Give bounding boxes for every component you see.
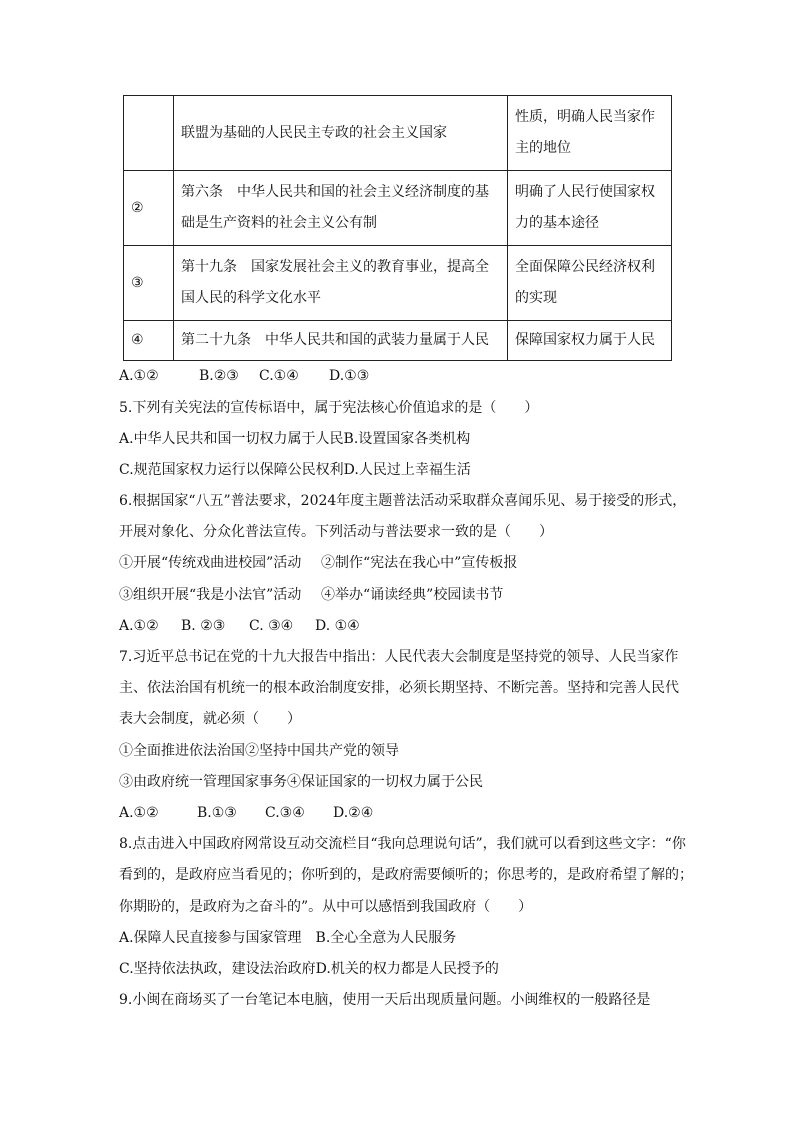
option-b: B.①③ xyxy=(197,805,237,821)
q5-options-ab: A.中华人民共和国一切权力属于人民B.设置国家各类机构 xyxy=(119,431,471,447)
article-text: 联盟为基础的人民民主专政的社会主义国家 xyxy=(174,96,508,171)
q5-options-cd: C.规范国家权力运行以保障公民权利D.人民过上幸福生活 xyxy=(119,462,471,478)
option-a: A.①② xyxy=(119,368,159,384)
q4-options xyxy=(119,366,369,386)
row-number xyxy=(124,96,174,171)
q6-items-34 xyxy=(119,585,503,605)
q9-stem-line1: 9.小闽在商场买了一台笔记本电脑，使用一天后出现质量问题。小闽维权的一般路径是 xyxy=(119,992,651,1008)
table-row xyxy=(124,96,672,171)
option-c: C. ③④ xyxy=(249,618,294,634)
q7-items-34: ③由政府统一管理国家事务④保证国家的一切权力属于公民 xyxy=(119,774,483,790)
option-d: D.①③ xyxy=(329,368,370,384)
option-c: C.①④ xyxy=(259,368,299,384)
option-d: D. ①④ xyxy=(315,618,360,634)
q8-stem-line1: 8.点击进入中国政府网常设互动交流栏目“我向总理说句话”，我们就可以看到这些文字：“你 xyxy=(119,836,686,852)
q6-options xyxy=(119,616,360,636)
constitution-articles-table xyxy=(123,95,672,361)
article-text: 第二十九条 中华人民共和国的武装力量属于人民 xyxy=(174,321,508,361)
row-number: ② xyxy=(124,171,174,246)
table-row xyxy=(124,246,672,321)
q7-stem-line3: 表大会制度，就必须（ ） xyxy=(119,711,301,727)
q8-stem-line2: 看到的，是政府应当看见的；你听到的，是政府需要倾听的；你思考的，是政府希望了解的； xyxy=(119,867,693,883)
q6-item-3: ③组织开展“我是小法官”活动 xyxy=(119,587,302,603)
q6-item-2: ②制作“宪法在我心中”宣传板报 xyxy=(321,555,518,571)
q7-stem-line2: 主、依法治国有机统一的根本政治制度安排，必须长期坚持、不断完善。坚持和完善人民代 xyxy=(119,680,679,696)
q6-item-1: ①开展“传统戏曲进校园”活动 xyxy=(119,555,302,571)
article-text: 第十九条 国家发展社会主义的教育事业，提高全国人民的科学文化水平 xyxy=(174,246,508,321)
row-number: ④ xyxy=(124,321,174,361)
q6-items-12 xyxy=(119,553,517,573)
table-row xyxy=(124,321,672,361)
article-meaning: 性质，明确人民当家作主的地位 xyxy=(508,96,672,171)
option-d: D.②④ xyxy=(333,805,374,821)
q8-options-ab: A.保障人民直接参与国家管理 B.全心全意为人民服务 xyxy=(119,930,457,946)
option-a: A.①② xyxy=(119,805,159,821)
q6-item-4: ④举办“诵读经典”校园读书节 xyxy=(321,587,504,603)
row-number: ③ xyxy=(124,246,174,321)
article-meaning: 保障国家权力属于人民 xyxy=(508,321,672,361)
table-row xyxy=(124,171,672,246)
option-b: B.②③ xyxy=(199,368,239,384)
option-c: C.③④ xyxy=(265,805,305,821)
q7-stem-line1: 7.习近平总书记在党的十九大报告中指出：人民代表大会制度是坚持党的领导、人民当家作 xyxy=(119,649,679,665)
article-text: 第六条 中华人民共和国的社会主义经济制度的基础是生产资料的社会主义公有制 xyxy=(174,171,508,246)
option-b: B. ②③ xyxy=(181,618,226,634)
q5-stem: 5.下列有关宪法的宣传标语中，属于宪法核心价值追求的是（ ） xyxy=(119,400,539,416)
article-meaning: 明确了人民行使国家权力的基本途径 xyxy=(508,171,672,246)
q7-options xyxy=(119,803,373,823)
option-a: A.①② xyxy=(119,618,159,634)
q8-options-cd: C.坚持依法执政，建设法治政府D.机关的权力都是人民授予的 xyxy=(119,961,499,977)
q7-items-12: ①全面推进依法治国②坚持中国共产党的领导 xyxy=(119,743,399,759)
q6-stem-line1: 6.根据国家“八五”普法要求，2024年度主题普法活动采取群众喜闻乐见、易于接受的形式， xyxy=(119,493,687,509)
q6-stem-line2: 开展对象化、分众化普法宣传。下列活动与普法要求一致的是（ ） xyxy=(119,524,553,540)
article-meaning: 全面保障公民经济权利的实现 xyxy=(508,246,672,321)
q8-stem-line3: 你期盼的，是政府为之奋斗的”。从中可以感悟到我国政府（ ） xyxy=(119,899,533,915)
